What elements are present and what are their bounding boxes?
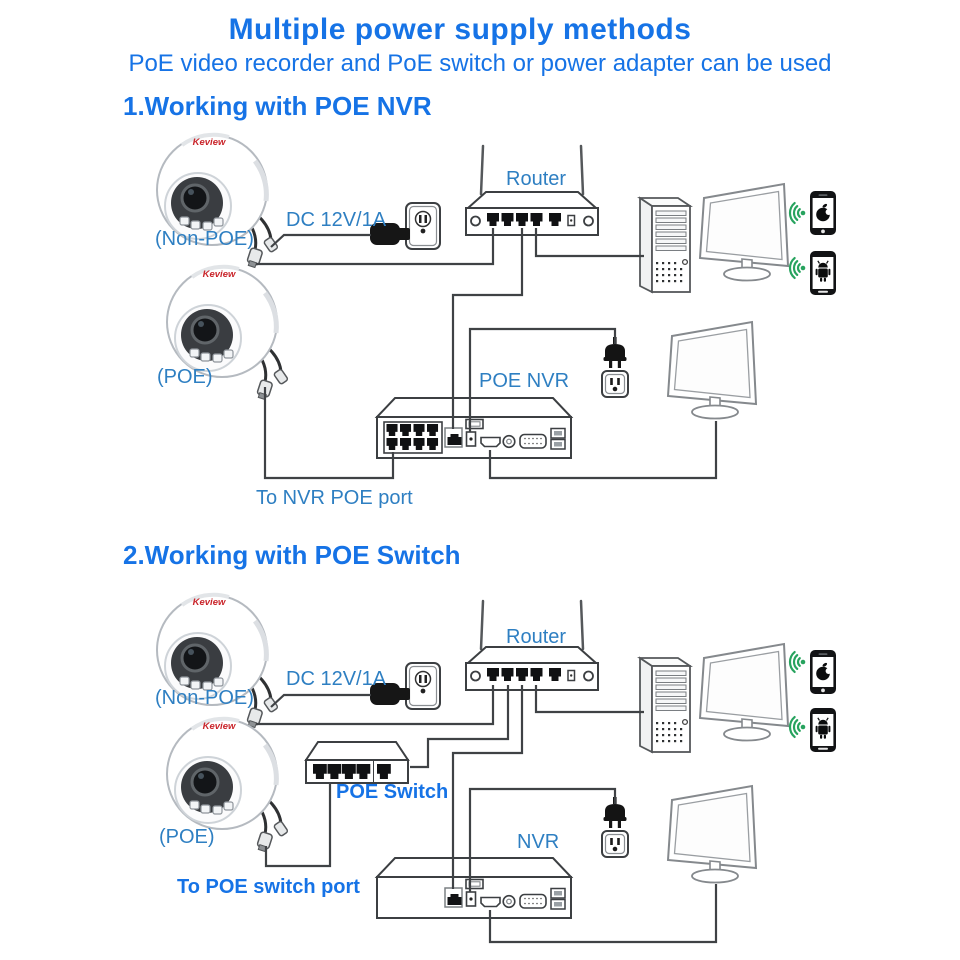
s2-dc-power-label: DC 12V/1A <box>286 668 387 690</box>
s2-nvr-monitor <box>668 786 756 883</box>
s2-wire-dc-power <box>271 695 371 707</box>
s2-poe-label: (POE) <box>159 826 215 848</box>
s2-nvr <box>377 858 571 918</box>
s2-poe-switch <box>306 742 408 783</box>
s2-wifi-icon-ios <box>790 652 805 672</box>
s1-wifi-icon-android <box>790 258 805 278</box>
section2-heading: 2.Working with POE Switch <box>123 540 461 570</box>
s1-iphone <box>810 191 836 235</box>
s2-nvr-label: NVR <box>517 831 560 853</box>
s1-wire-poe-cam-to-nvr <box>265 387 393 478</box>
s1-nvr-port-note: To NVR POE port <box>256 487 413 509</box>
s1-router-label: Router <box>506 168 567 190</box>
diagram-canvas: Keview <box>0 0 960 960</box>
s1-dc-power-label: DC 12V/1A <box>286 209 387 231</box>
page-title: Multiple power supply methods <box>228 13 692 46</box>
s2-iphone <box>810 650 836 694</box>
s1-poe-label: (POE) <box>157 366 213 388</box>
s2-power-plug-outlet <box>602 797 628 857</box>
s1-nvr-monitor <box>668 322 756 419</box>
s2-router-label: Router <box>506 626 567 648</box>
s2-android-phone <box>810 708 836 752</box>
s2-pc-monitor <box>700 644 788 741</box>
page-subtitle: PoE video recorder and PoE switch or power adapter can be used <box>128 50 832 77</box>
section1-heading: 1.Working with POE NVR <box>123 91 432 121</box>
s2-pc-tower <box>640 658 690 752</box>
s1-power-plug-outlet <box>602 337 628 397</box>
s1-non-poe-label: (Non-POE) <box>155 228 254 250</box>
s1-poe-nvr-ports <box>384 422 442 453</box>
s2-switch-port-note: To POE switch port <box>177 876 360 898</box>
s1-pc-tower <box>640 198 690 292</box>
s2-non-poe-label: (Non-POE) <box>155 687 254 709</box>
s1-wifi-icon-ios <box>790 203 805 223</box>
s2-wifi-icon-android <box>790 717 805 737</box>
s2-poe-switch-label: POE Switch <box>336 781 449 803</box>
s1-pc-monitor <box>700 184 788 281</box>
s1-wire-dc-power <box>271 235 371 247</box>
s1-android-phone <box>810 251 836 295</box>
s1-poe-nvr-label: POE NVR <box>479 370 570 392</box>
